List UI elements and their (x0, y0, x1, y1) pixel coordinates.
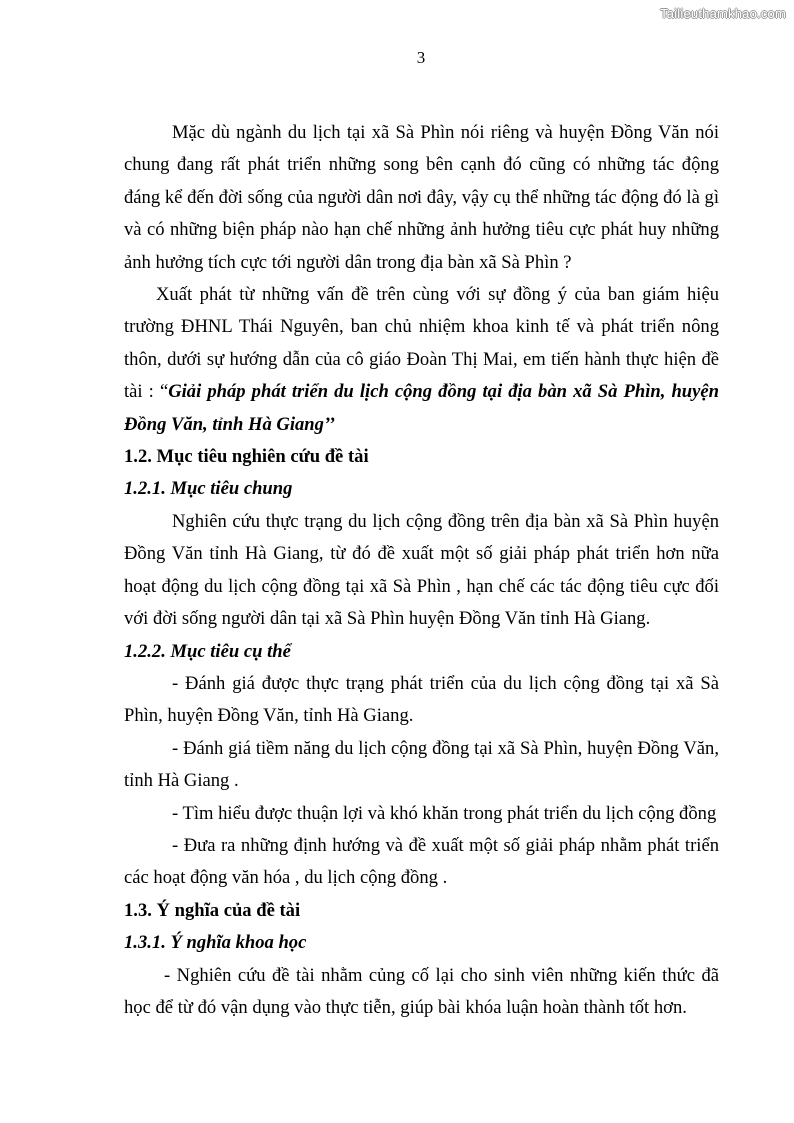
bullet-item-1: - Đánh giá được thực trạng phát triển của du lịch cộng đồng tại xã Sà Phìn, huyện Đồng Văn, tỉnh Hà Giang. (124, 672, 719, 727)
paragraph-scientific-meaning: - Nghiên cứu đề tài nhằm củng cố lại cho sinh viên những kiến thức đã học để từ đó vận dụng vào thực tiễn, giúp bài khóa luận hoàn thành tốt hơn. (124, 964, 719, 1018)
bullet-item-2: - Đánh giá tiềm năng du lịch cộng đồng tại xã Sà Phìn, huyện Đồng Văn, tỉnh Hà Giang . (124, 737, 719, 792)
document-body (124, 117, 719, 1024)
watermark: Tailieuthamkhao.com (660, 6, 786, 21)
bullet-item-4: - Đưa ra những định hướng và đề xuất một số giải pháp nhằm phát triển các hoạt động văn hóa , du lịch cộng đồng . (124, 834, 719, 889)
bullet-item-3: - Tìm hiểu được thuận lợi và khó khăn trong phát triển du lịch cộng đồng (172, 802, 717, 824)
paragraph-intro: Mặc dù ngành du lịch tại xã Sà Phìn nói riêng và huyện Đồng Văn nói chung đang rất phát triển những song bên cạnh đó cũng có những tác động đáng kể đến đời sống của người dân nơi đây, vậy cụ thể những tác động đó là gì và có những biện pháp nào hạn chế những ảnh hưởng tiêu cực phát huy những ảnh hưởng tích cực tới người dân trong địa bàn xã Sà Phìn ? (124, 122, 719, 273)
paragraph-origin-text: Xuất phát từ những vấn đề trên cùng với sự đồng ý của ban giám hiệu trường ĐHNL Thái Nguyên, ban chủ nhiệm khoa kinh tế và phát triển nông thôn, dưới sự hướng dẫn của cô giáo Đoàn Thị Mai, em tiến hành thực hiện đề tài : “ (124, 284, 719, 403)
heading-1-2-1: 1.2.1. Mục tiêu chung (124, 478, 293, 500)
paragraph-origin (124, 279, 719, 441)
heading-1-2: 1.2. Mục tiêu nghiên cứu đề tài (124, 446, 369, 468)
page-number: 3 (416, 48, 426, 67)
heading-1-2-2: 1.2.2. Mục tiêu cụ thể (124, 640, 291, 662)
paragraph-general-goal: Nghiên cứu thực trạng du lịch cộng đồng trên địa bàn xã Sà Phìn huyện Đồng Văn tỉnh Hà Giang, từ đó đề xuất một số giải pháp phát triển hơn nữa hoạt động du lịch cộng đồng tại xã Sà Phìn , hạn chế các tác động tiêu cực đối với đời sống người dân tại xã Sà Phìn huyện Đồng Văn tỉnh Hà Giang. (124, 510, 719, 630)
thesis-title: Giải pháp phát triển du lịch cộng đồng tại địa bàn xã Sà Phìn, huyện Đồng Văn, tỉnh Hà Giang’’ (124, 381, 719, 435)
heading-1-3: 1.3. Ý nghĩa của đề tài (124, 899, 301, 921)
heading-1-3-1: 1.3.1. Ý nghĩa khoa học (124, 932, 307, 954)
